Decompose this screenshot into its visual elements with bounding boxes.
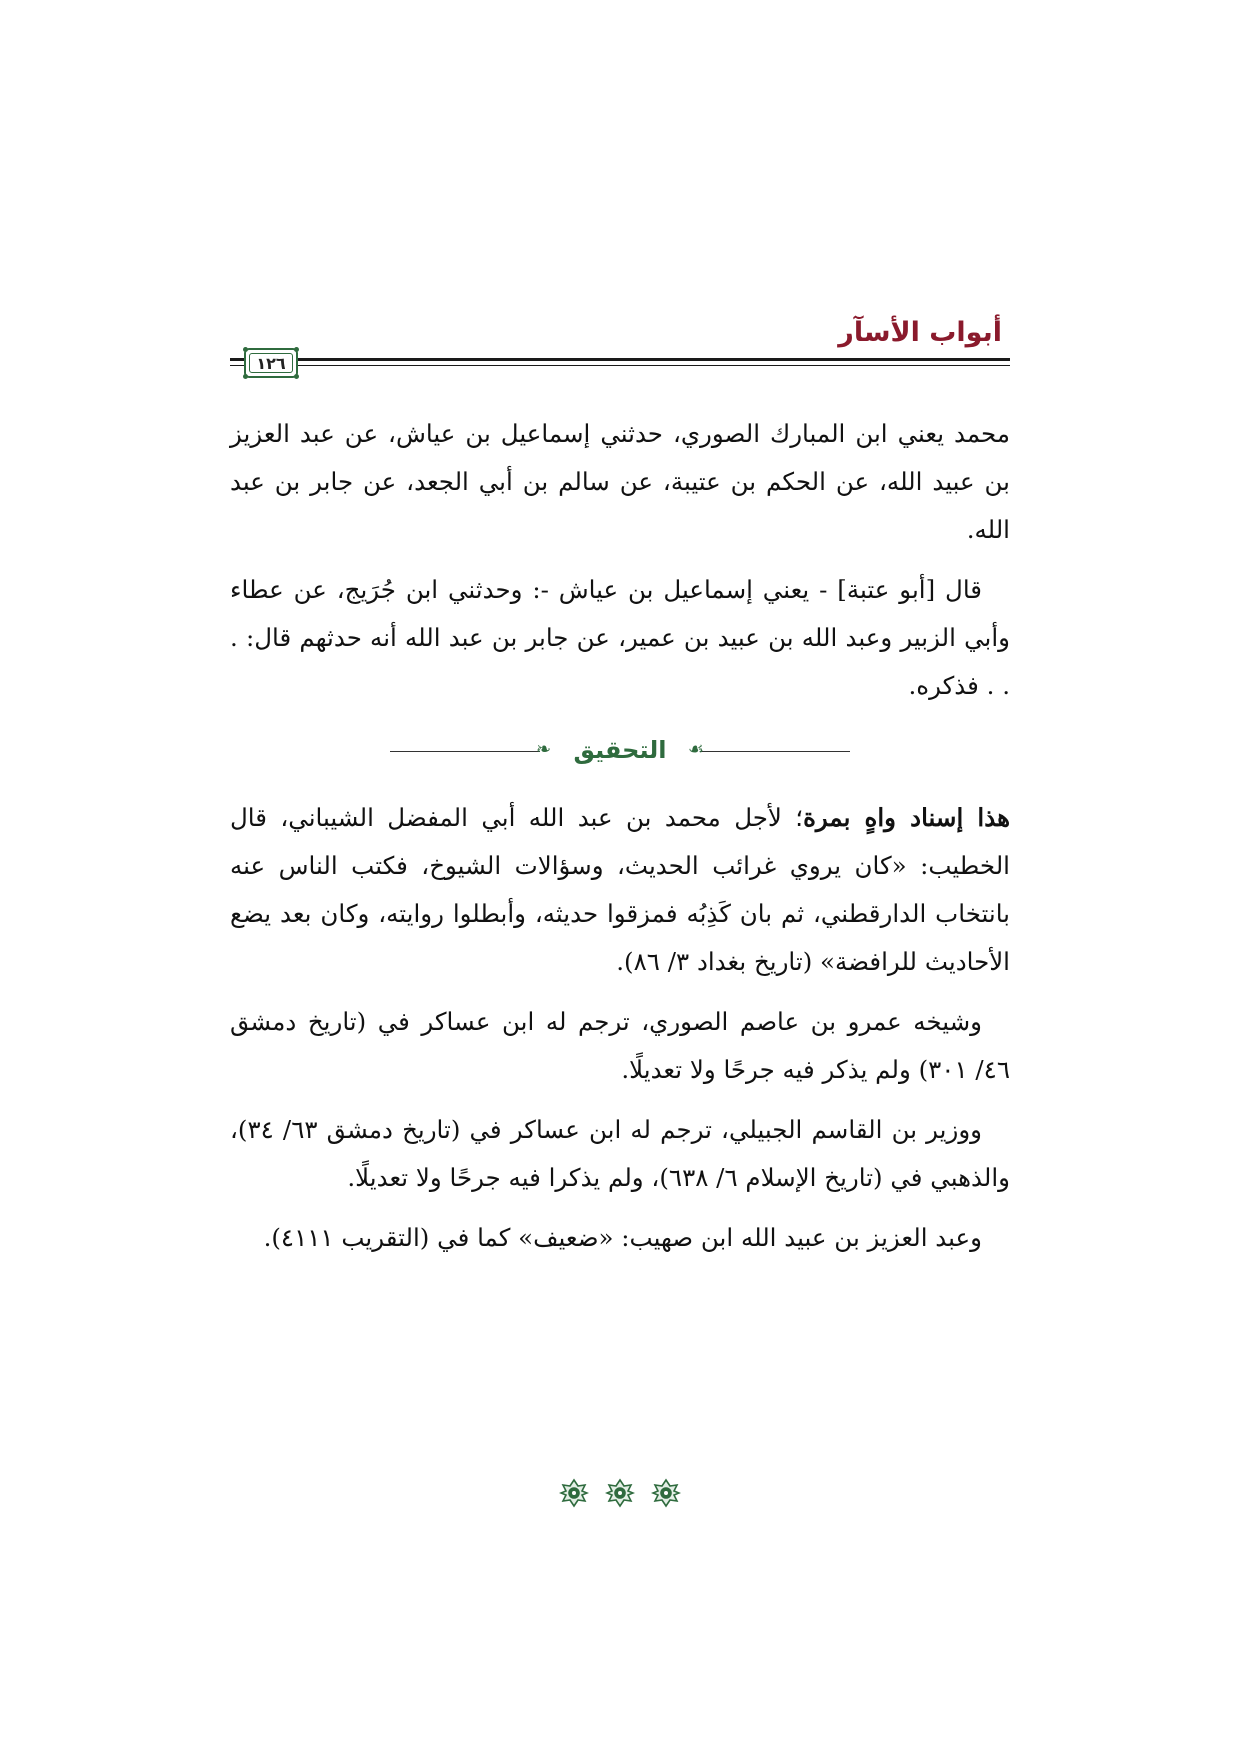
page-header <box>230 318 1010 378</box>
flower-ornament-icon <box>651 1478 681 1508</box>
frame-corner-icon <box>294 374 299 379</box>
scroll-ornament-icon: ❧ <box>536 739 552 760</box>
scroll-ornament-icon: ☙ <box>687 739 704 760</box>
verdict-lead: هذا إسناد واهٍ بمرة <box>803 803 1010 832</box>
hadith-text-paragraph-2: قال [أبو عتبة] - يعني إسماعيل بن عياش -: وحدثني ابن جُرَيج، عن عطاء وأبي الزبير وعبد الله بن عبيد بن عمير، عن جابر بن عبد الله أنه حدثهم قال: . . . فذكره. <box>230 575 1010 700</box>
frame-corner-icon <box>294 347 299 352</box>
section-title: التحقيق <box>573 736 667 764</box>
verification-paragraph-3: ووزير بن القاسم الجبيلي، ترجم له ابن عساكر في (تاريخ دمشق ٦٣/ ٣٤)، والذهبي في (تاريخ الإسلام ٦/ ٦٣٨)، ولم يذكرا فيه جرحًا ولا تعديلًا. <box>230 1115 1010 1192</box>
page-content <box>230 410 1010 1262</box>
end-ornament <box>0 1478 1240 1508</box>
hadith-text-paragraph-1: محمد يعني ابن المبارك الصوري، حدثني إسماعيل بن عياش، عن عبد العزيز بن عبيد الله، عن الحكم بن عتيبة، عن سالم بن أبي الجعد، عن جابر بن عبد الله. <box>230 419 1010 544</box>
verification-paragraph-2: وشيخه عمرو بن عاصم الصوري، ترجم له ابن عساكر في (تاريخ دمشق ٤٦/ ٣٠١) ولم يذكر فيه جرحًا ولا تعديلًا. <box>230 1007 1010 1084</box>
section-divider <box>230 724 1010 774</box>
verification-paragraph-1-text: ؛ لأجل محمد بن عبد الله أبي المفضل الشيباني، قال الخطيب: «كان يروي غرائب الحديث، وسؤالات الشيوخ، فكتب الناس عنه بانتخاب الدارقطني، ثم بان كَذِبُه فمزقوا حديثه، وأبطلوا روايته، وكان بعد يضع الأحاديث للرافضة» (تاريخ بغداد ٣/ ٨٦). <box>230 803 1011 976</box>
verification-paragraph-1 <box>230 794 1010 986</box>
frame-corner-icon <box>243 374 248 379</box>
frame-corner-icon <box>243 347 248 352</box>
header-rule-thin <box>230 365 1010 366</box>
flower-ornament-icon <box>559 1478 589 1508</box>
book-title: أبواب الأسآر <box>838 317 1002 348</box>
header-rule-thick <box>230 358 1010 361</box>
page-number-frame <box>244 348 298 378</box>
flower-ornament-icon <box>605 1478 635 1508</box>
page-number: ١٢٦ <box>249 353 293 373</box>
verification-paragraph-4: وعبد العزيز بن عبيد الله ابن صهيب: «ضعيف» كما في (التقريب ٤١١١). <box>263 1223 982 1252</box>
